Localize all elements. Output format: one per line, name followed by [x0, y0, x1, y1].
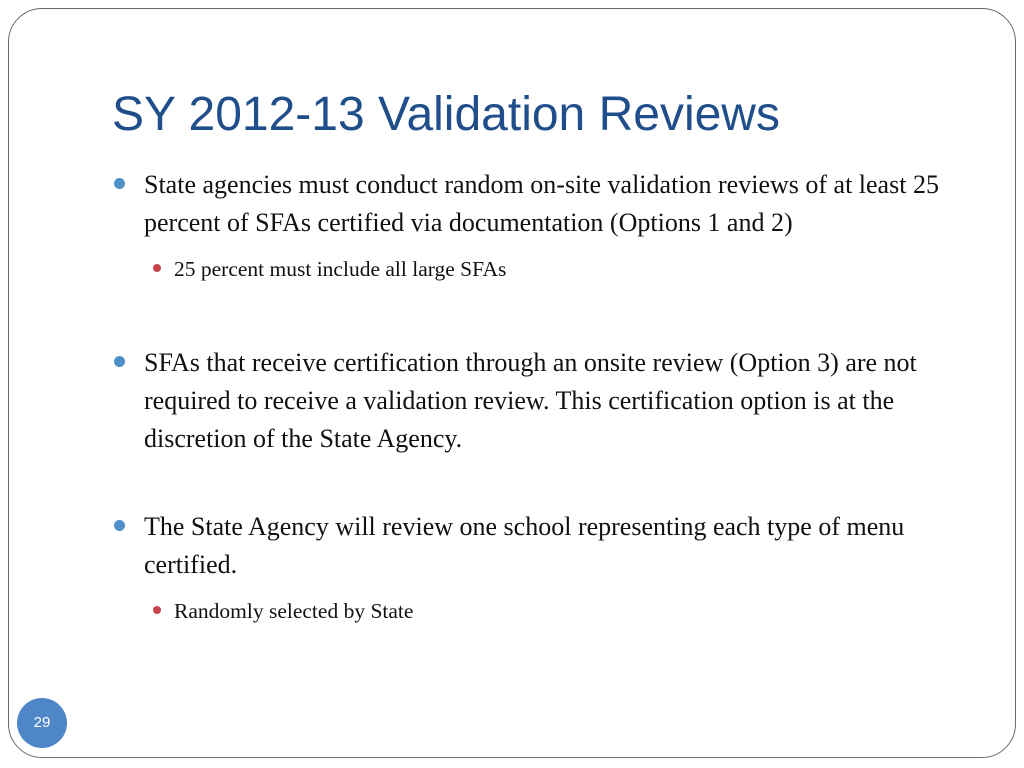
slide-title: SY 2012-13 Validation Reviews: [112, 88, 780, 141]
bullet-text: SFAs that receive certification through an onsite review (Option 3) are not required to receive a validation review. This certification option is at the discretion of the State Agency.: [144, 348, 917, 453]
bullet-dot-icon: [114, 520, 125, 531]
bullet-item: [112, 166, 972, 242]
bullet-text: State agencies must conduct random on-site validation reviews of at least 25 percent of SFAs certified via documentation (Options 1 and 2): [144, 170, 939, 237]
bullet-dot-icon: [114, 178, 125, 189]
sub-bullet-text: 25 percent must include all large SFAs: [174, 257, 507, 281]
sub-bullet-item: [112, 596, 972, 626]
page-number-badge: 29: [17, 698, 67, 748]
sub-bullet-text: Randomly selected by State: [174, 599, 414, 623]
slide-content: [112, 166, 972, 626]
spacer: [112, 284, 972, 344]
spacer: [112, 458, 972, 508]
sub-bullet-item: [112, 254, 972, 284]
bullet-dot-icon: [114, 356, 125, 367]
sub-bullet-dot-icon: [153, 264, 161, 272]
bullet-item: [112, 344, 972, 458]
bullet-text: The State Agency will review one school representing each type of menu certified.: [144, 512, 905, 579]
bullet-item: [112, 508, 972, 584]
sub-bullet-dot-icon: [153, 606, 161, 614]
